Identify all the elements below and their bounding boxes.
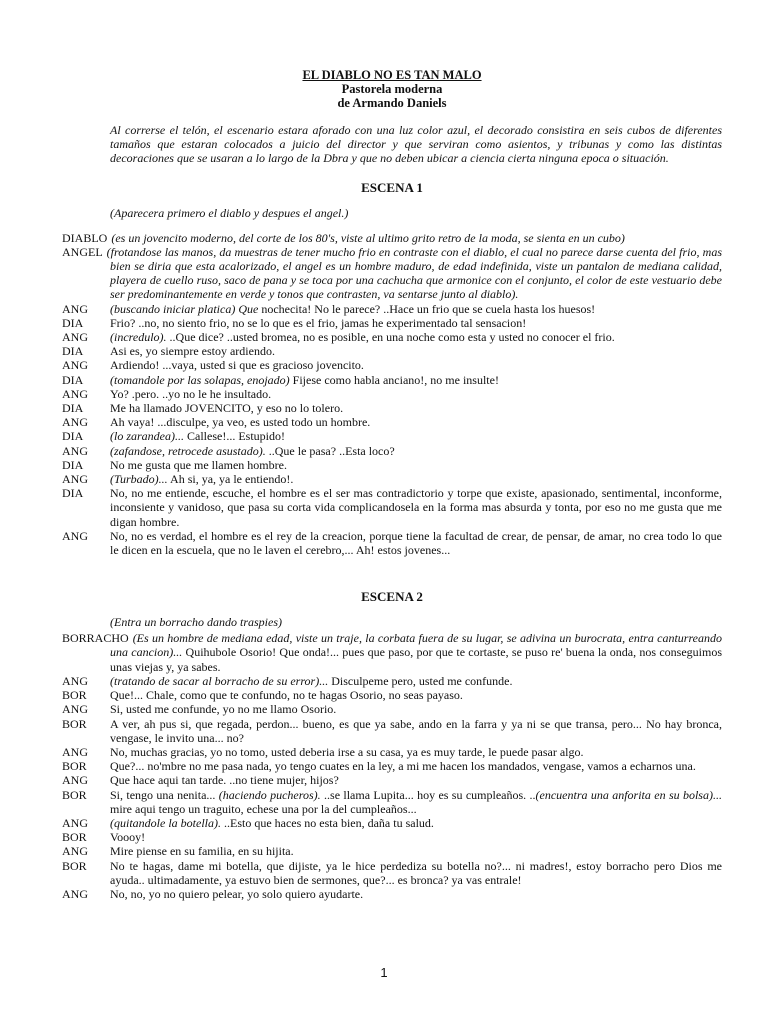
dialogue-line [62, 745, 722, 759]
stage-note: (frotandose las manos, da muestras de tener mucho frio en contraste con el diablo, el cual no parece darse cuenta del frio, mas bien se diria que esta acalorizado, el angel es un hombre maduro, de edad indefinida, viste un pantalon de mediana calidad, playera de cuello ruso, saco de pana y se toca por una cachucha que armonice con el conjunto, el color de este vestuario debe ser predominantemente en verde y tonos que contrasten, va sentarse junto al diablo). [106, 244, 722, 302]
speaker-name: ANGEL [62, 244, 103, 259]
stage-note: (tomandole por las solapas, enojado) [110, 372, 290, 387]
speaker-name: BOR [62, 759, 87, 774]
spoken-text: nochecita! No le parece? ..Hace un frio que se cuela hasta los huesos! [258, 301, 596, 316]
dialogue-line [62, 688, 722, 702]
dialogue-text [110, 344, 722, 358]
speaker-name: ANG [62, 528, 88, 543]
dialogue-line [62, 444, 722, 458]
spoken-text: Asi es, yo siempre estoy ardiendo. [110, 344, 275, 359]
spoken-text: Que!... Chale, como que te confundo, no te hagas Osorio, no seas payaso. [110, 688, 463, 703]
spoken-text: Ah si, ya, ya le entiendo!. [167, 472, 294, 487]
dialogue-line [62, 231, 722, 245]
play-subtitle: Pastorela moderna [341, 82, 443, 96]
speaker-name: ANG [62, 744, 88, 759]
dialogue-line [62, 373, 722, 387]
spoken-text: ..Esto que haces no esta bien, daña tu salud. [220, 815, 434, 830]
stage-note: (buscando iniciar platica) [110, 301, 236, 316]
speaker-name: ANG [62, 673, 88, 688]
spoken-text: A ver, ah pus si, que regada, perdon... bueno, es que ya sabe, ando en la farra y ya ni se que transa, pero... No hay bronca, vengase, le invito una... no? [110, 716, 722, 745]
intro-paragraph: Al correrse el telón, el escenario estara aforado con una luz color azul, el decorado consistira en seis cubos de diferentes tamaños que estaran colocados a juicio del director y que serviran como asientos, y tribunas y como las distintas decoraciones que se usaran a lo largo de la Dbra y que no deben ubicar a ciencia cierta ninguna epoca o situación. [110, 123, 722, 166]
play-title: EL DIABLO NO ES TAN MALO [302, 68, 482, 82]
dialogue-line [62, 330, 722, 344]
speaker-name: ANG [62, 301, 88, 316]
dialogue-text [110, 717, 722, 745]
spoken-text: Quihubole Osorio! Que onda!... pues que paso, por que te cortaste, se puso re' buena la onda, nos conseguimos unas viejas y, ya sabes. [110, 645, 722, 674]
stage-note: (Turbado)... [110, 472, 168, 487]
dialogue-text [110, 830, 722, 844]
spoken-text: Que?... no'mbre no me pasa nada, yo tengo cuates en la ley, a mi me hacen los mandados, vengase, vamos a echarnos una. [110, 759, 696, 774]
speaker-name: DIABLO [62, 230, 108, 245]
stage-note: (es un jovencito moderno, del corte de los 80's, viste al ultimo grito retro de la moda, se sienta en un cubo) [111, 230, 625, 245]
speaker-name: DIA [62, 344, 84, 359]
dialogue-line [62, 316, 722, 330]
dialogue-line [62, 844, 722, 858]
dialogue-line [62, 816, 722, 830]
dialogue-text [110, 444, 722, 458]
spoken-text: ..se llama Lupita... hoy es su cumpleaños. .. [320, 787, 536, 802]
spoken-text: No me gusta que me llamen hombre. [110, 457, 287, 472]
dialogue-text [110, 745, 722, 759]
spoken-text: Voooy! [110, 830, 146, 845]
scene-1-dialogue [62, 231, 722, 558]
dialogue-line [62, 245, 722, 302]
spoken-text: Callese!... Estupido! [184, 429, 285, 444]
speaker-name: DIA [62, 372, 84, 387]
spoken-text: No, no, yo no quiero pelear, yo solo quiero ayudarte. [110, 886, 364, 901]
speaker-name: DIA [62, 486, 84, 501]
spoken-text: Ah vaya! ...disculpe, ya veo, es usted todo un hombre. [110, 415, 371, 430]
scene-1-stage-direction: (Aparecera primero el diablo y despues el angel.) [110, 205, 349, 220]
scene-2-dialogue [62, 631, 722, 901]
speaker-name: BOR [62, 858, 87, 873]
stage-note: (quitandole la botella). [110, 815, 221, 830]
spoken-text: Disculpeme pero, usted me confunde. [328, 673, 513, 688]
speaker-name: ANG [62, 886, 88, 901]
dialogue-line [62, 859, 722, 887]
dialogue-line [62, 415, 722, 429]
spoken-text: No, no es verdad, el hombre es el rey de la creacion, porque tiene la facultad de crear, de pensar, de amar, no crea todo lo que le dicen en la escuela, que no le laven el cerebro,... Ah! estos jovenes... [110, 528, 722, 558]
speaker-name: ANG [62, 472, 88, 487]
spoken-text: ..Que le pasa? ..Esta loco? [265, 443, 395, 458]
dialogue-text [110, 302, 722, 316]
speaker-name: DIA [62, 457, 84, 472]
dialogue-line [62, 472, 722, 486]
stage-note: Que [235, 301, 259, 316]
spoken-text: mire aqui tengo un traguito, echese una por la del cumpleaños... [110, 801, 417, 816]
speaker-name: ANG [62, 844, 88, 859]
dialogue-text [110, 429, 722, 443]
dialogue-text [62, 245, 722, 302]
dialogue-text [110, 472, 722, 486]
dialogue-line [62, 830, 722, 844]
dialogue-line [62, 486, 722, 529]
dialogue-line [62, 702, 722, 716]
dialogue-text [110, 415, 722, 429]
spoken-text: Yo? .pero. ..yo no le he insultado. [110, 386, 272, 401]
dialogue-line [62, 631, 722, 674]
dialogue-text [110, 688, 722, 702]
dialogue-text [110, 486, 722, 529]
dialogue-text [110, 387, 722, 401]
spoken-text: Mire piense en su familia, en su hijita. [110, 844, 294, 859]
dialogue-text [110, 773, 722, 787]
speaker-name: BOR [62, 688, 87, 703]
dialogue-text [62, 231, 722, 245]
spoken-text: No, no me entiende, escuche, el hombre es el ser mas contradictorio y torpe que existe, apasionado, sentimental, inconforme, inconsiente y vanidoso, que pasa su corta vida complicandosela en la forma mas absurda y tonta, por eso no me gusta que me digan hombre. [110, 486, 722, 529]
speaker-name: DIA [62, 315, 84, 330]
dialogue-line [62, 401, 722, 415]
dialogue-text [110, 674, 722, 688]
stage-note: (encuentra una anforita en su bolsa)... [535, 787, 722, 802]
dialogue-text [110, 844, 722, 858]
stage-note: (haciendo pucheros). [218, 787, 321, 802]
speaker-name: ANG [62, 358, 88, 373]
scene-2-stage-direction: (Entra un borracho dando traspies) [110, 615, 282, 630]
spoken-text: ..Que dice? ..usted bromea, no es posible, en una noche como esta y usted no conocer el frio. [166, 330, 615, 345]
dialogue-text [110, 816, 722, 830]
dialogue-text [110, 316, 722, 330]
page-number: 1 [380, 965, 388, 980]
speaker-name: BORRACHO [62, 631, 129, 646]
dialogue-text [110, 788, 722, 816]
dialogue-line [62, 788, 722, 816]
speaker-name: ANG [62, 702, 88, 717]
dialogue-text [110, 859, 722, 887]
dialogue-text [110, 529, 722, 557]
speaker-name: BOR [62, 716, 87, 731]
dialogue-text [110, 330, 722, 344]
dialogue-text [110, 887, 722, 901]
spoken-text: Si, usted me confunde, yo no me llamo Osorio. [110, 702, 337, 717]
dialogue-line [62, 344, 722, 358]
spoken-text: Frio? ..no, no siento frio, no se lo que es el frio, jamas he experimentado tal sensacion! [110, 315, 527, 330]
speaker-name: ANG [62, 773, 88, 788]
spoken-text: No, muchas gracias, yo no tomo, usted deberia irse a su casa, ya es muy tarde, le puede pasar algo. [110, 744, 584, 759]
dialogue-line [62, 387, 722, 401]
stage-note: (lo zarandea)... [110, 429, 184, 444]
dialogue-line [62, 674, 722, 688]
dialogue-text [62, 631, 722, 674]
spoken-text: Que hace aqui tan tarde. ..no tiene mujer, hijos? [110, 773, 339, 788]
spoken-text: Fijese como habla anciano!, no me insulte! [289, 372, 499, 387]
speaker-name: ANG [62, 415, 88, 430]
dialogue-text [110, 373, 722, 387]
speaker-name: ANG [62, 815, 88, 830]
speaker-name: DIA [62, 429, 84, 444]
document-page [62, 68, 722, 901]
dialogue-line [62, 302, 722, 316]
dialogue-line [62, 358, 722, 372]
dialogue-text [110, 458, 722, 472]
dialogue-text [110, 702, 722, 716]
dialogue-text [110, 759, 722, 773]
play-author: de Armando Daniels [337, 96, 447, 110]
dialogue-line [62, 717, 722, 745]
speaker-name: BOR [62, 787, 87, 802]
spoken-text: Si, tengo una nenita... [110, 787, 219, 802]
speaker-name: DIA [62, 401, 84, 416]
spoken-text: No te hagas, dame mi botella, que dijiste, ya le hice perdediza su botella no?... ni madres!, estoy borracho pero Dios me ayuda.. ultimadamente, ya estuvo bien de sermones, que?... es bronca? ya vas entrale! [110, 858, 722, 887]
dialogue-line [62, 887, 722, 901]
scene-2-heading: ESCENA 2 [361, 589, 423, 605]
dialogue-line [62, 759, 722, 773]
dialogue-line [62, 429, 722, 443]
dialogue-line [62, 458, 722, 472]
speaker-name: ANG [62, 386, 88, 401]
scene-1-heading: ESCENA 1 [361, 179, 423, 195]
dialogue-text [110, 401, 722, 415]
speaker-name: BOR [62, 830, 87, 845]
stage-note: (Es un hombre de mediana edad, viste un traje, la corbata fuera de su lugar, se adivina un burocrata, entra canturreando una cancion)... [110, 631, 722, 660]
dialogue-text [110, 358, 722, 372]
spoken-text: Ardiendo! ...vaya, usted si que es gracioso jovencito. [110, 358, 364, 373]
dialogue-line [62, 773, 722, 787]
speaker-name: ANG [62, 443, 88, 458]
stage-note: (zafandose, retrocede asustado). [110, 443, 266, 458]
speaker-name: ANG [62, 330, 88, 345]
stage-note: (incredulo). [110, 330, 167, 345]
stage-note: (tratando de sacar al borracho de su error)... [110, 673, 329, 688]
dialogue-line [62, 529, 722, 557]
spoken-text: Me ha llamado JOVENCITO, y eso no lo tolero. [110, 401, 344, 416]
